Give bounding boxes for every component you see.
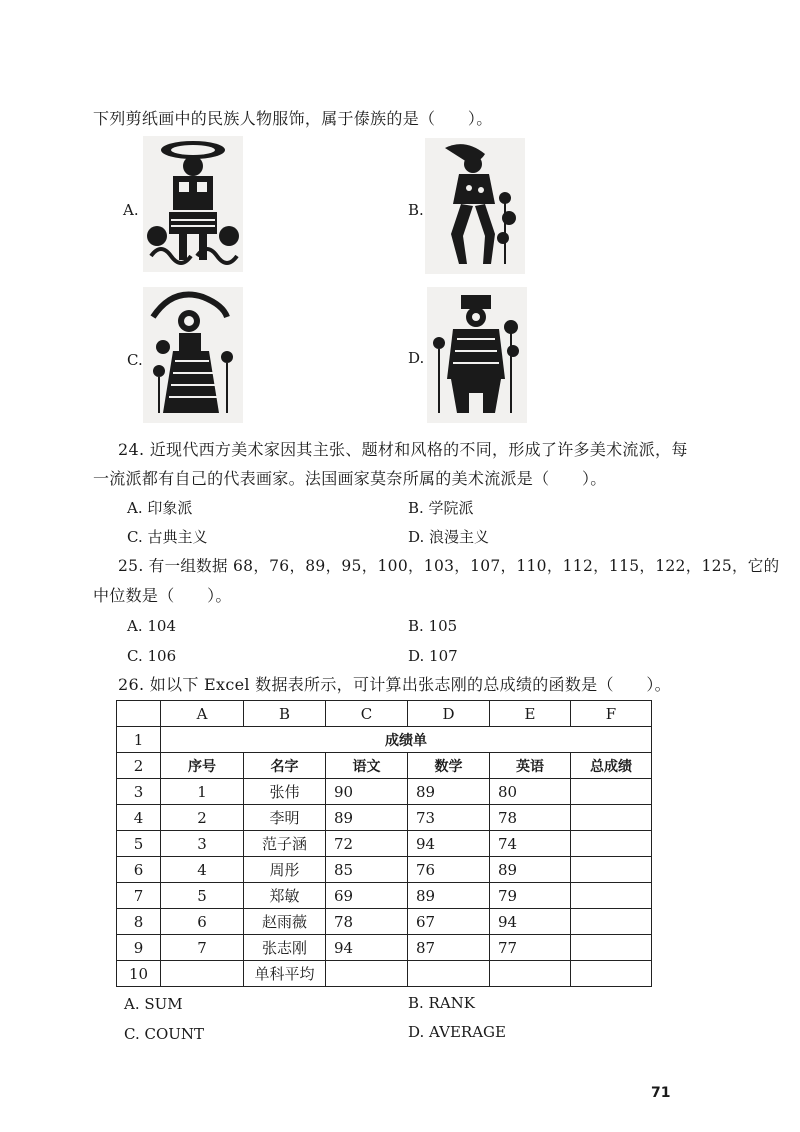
- row-number: 8: [117, 909, 161, 935]
- table-cell: [326, 961, 408, 987]
- table-cell: 78: [326, 909, 408, 935]
- table-cell: 90: [326, 779, 408, 805]
- table-cell: 5: [161, 883, 244, 909]
- table-row: [117, 857, 652, 883]
- question-24-line2: 一流派都有自己的代表画家。法国画家莫奈所属的美术流派是（ ）。: [93, 469, 607, 488]
- row-number: 4: [117, 805, 161, 831]
- question-26-option-d[interactable]: D. AVERAGE: [408, 1023, 506, 1041]
- table-title-row: [117, 727, 652, 753]
- table-cell: 89: [408, 779, 490, 805]
- table-body: [117, 779, 652, 987]
- table-cell: [571, 909, 652, 935]
- column-header: 序号: [161, 753, 244, 779]
- table-cell: 89: [408, 883, 490, 909]
- table-cell: 87: [408, 935, 490, 961]
- papercut-figure-c-icon: [143, 287, 243, 423]
- papercut-figure-b-icon: [425, 138, 525, 274]
- table-cell: 72: [326, 831, 408, 857]
- table-row: [117, 961, 652, 987]
- page-number: 71: [651, 1085, 671, 1101]
- question-26-option-a[interactable]: A. SUM: [124, 995, 183, 1013]
- papercut-figure-d-icon: [427, 287, 527, 423]
- question-24-option-d[interactable]: D. 浪漫主义: [408, 528, 490, 546]
- table-cell: 2: [161, 805, 244, 831]
- table-cell: 张伟: [244, 779, 326, 805]
- question-25-option-d[interactable]: D. 107: [408, 647, 458, 665]
- question-24-option-b[interactable]: B. 学院派: [408, 499, 474, 517]
- table-cell: 赵雨薇: [244, 909, 326, 935]
- question-26-option-c[interactable]: C. COUNT: [124, 1025, 205, 1043]
- column-header: 数学: [408, 753, 490, 779]
- option-a-label: A.: [123, 201, 139, 219]
- column-letter: B: [244, 701, 326, 727]
- row-number: 3: [117, 779, 161, 805]
- question-25-line1: 25. 有一组数据 68，76，89，95，100，103，107，110，112，115，122，125，它的: [118, 557, 780, 575]
- table-cell: 80: [490, 779, 571, 805]
- excel-grade-table: [116, 700, 652, 987]
- question-24-line1: 24. 近现代西方美术家因其主张、题材和风格的不同，形成了许多美术流派，每: [118, 440, 688, 459]
- row-number: 9: [117, 935, 161, 961]
- option-d-label: D.: [408, 349, 425, 367]
- option-c-label: C.: [127, 351, 143, 369]
- column-header: 语文: [326, 753, 408, 779]
- table-cell: 李明: [244, 805, 326, 831]
- table-row: [117, 935, 652, 961]
- table-cell: 85: [326, 857, 408, 883]
- table-cell: 94: [490, 909, 571, 935]
- table-cell: 94: [326, 935, 408, 961]
- table-cell: [571, 779, 652, 805]
- table-cell: [571, 805, 652, 831]
- row-number: 2: [117, 753, 161, 779]
- table-header-row: [117, 753, 652, 779]
- table-cell: 73: [408, 805, 490, 831]
- table-cell: 69: [326, 883, 408, 909]
- row-number: 7: [117, 883, 161, 909]
- column-header: 名字: [244, 753, 326, 779]
- column-header: 总成绩: [571, 753, 652, 779]
- column-letter: E: [490, 701, 571, 727]
- table-cell: 79: [490, 883, 571, 909]
- table-cell: 94: [408, 831, 490, 857]
- table-cell: [490, 961, 571, 987]
- row-number: 5: [117, 831, 161, 857]
- table-cell: 范子涵: [244, 831, 326, 857]
- table-row: [117, 805, 652, 831]
- table-row: [117, 909, 652, 935]
- table-cell: 77: [490, 935, 571, 961]
- table-row: [117, 779, 652, 805]
- row-number: 1: [117, 727, 161, 753]
- corner-cell: [117, 701, 161, 727]
- row-number: 6: [117, 857, 161, 883]
- question-24-option-c[interactable]: C. 古典主义: [127, 528, 208, 546]
- question-25-option-c[interactable]: C. 106: [127, 647, 177, 665]
- row-number: 10: [117, 961, 161, 987]
- table-cell: 89: [490, 857, 571, 883]
- table-cell: [161, 961, 244, 987]
- column-letter: A: [161, 701, 244, 727]
- table-cell: [571, 857, 652, 883]
- question-23-text: 下列剪纸画中的民族人物服饰，属于傣族的是（ ）。: [93, 109, 493, 128]
- table-cell: [408, 961, 490, 987]
- table-cell: 单科平均: [244, 961, 326, 987]
- table-cell: 7: [161, 935, 244, 961]
- question-25-option-b[interactable]: B. 105: [408, 617, 458, 635]
- table-cell: 3: [161, 831, 244, 857]
- papercut-figure-a-icon: [143, 136, 243, 272]
- table-row: [117, 831, 652, 857]
- column-letter: F: [571, 701, 652, 727]
- table-cell: 6: [161, 909, 244, 935]
- table-cell: 1: [161, 779, 244, 805]
- question-25-line2: 中位数是（ ）。: [93, 586, 232, 605]
- table-cell: 76: [408, 857, 490, 883]
- table-cell: [571, 935, 652, 961]
- table-title: 成绩单: [161, 727, 652, 753]
- table-cell: 4: [161, 857, 244, 883]
- table-cell: 78: [490, 805, 571, 831]
- column-header: 英语: [490, 753, 571, 779]
- table-cell: 74: [490, 831, 571, 857]
- table-cell: 89: [326, 805, 408, 831]
- column-letter: D: [408, 701, 490, 727]
- table-cell: [571, 831, 652, 857]
- question-26-line1: 26. 如以下 Excel 数据表所示，可计算出张志刚的总成绩的函数是（ ）。: [118, 675, 671, 694]
- question-25-option-a[interactable]: A. 104: [127, 617, 176, 635]
- question-24-option-a[interactable]: A. 印象派: [127, 499, 193, 517]
- option-b-label: B.: [408, 201, 424, 219]
- table-cell: 张志刚: [244, 935, 326, 961]
- column-letter-row: [117, 701, 652, 727]
- table-cell: [571, 883, 652, 909]
- table-cell: 周彤: [244, 857, 326, 883]
- table-cell: 郑敏: [244, 883, 326, 909]
- table-cell: 67: [408, 909, 490, 935]
- question-26-option-b[interactable]: B. RANK: [408, 994, 476, 1012]
- table-cell: [571, 961, 652, 987]
- table-row: [117, 883, 652, 909]
- column-letter: C: [326, 701, 408, 727]
